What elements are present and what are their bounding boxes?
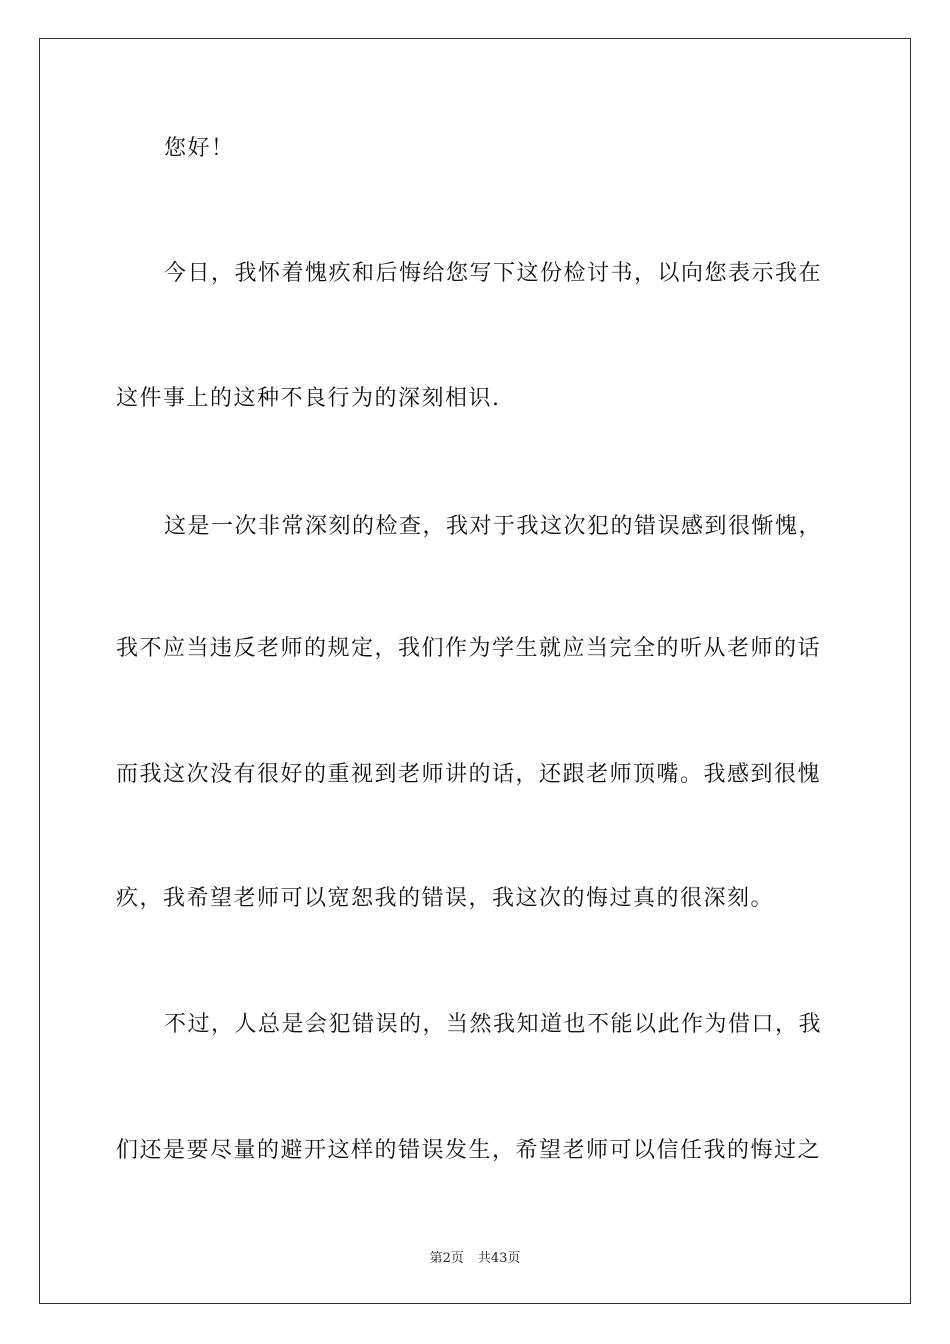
page-footer (0, 1250, 950, 1268)
paragraph-2-line-2: 我不应当违反老师的规定，我们作为学生就应当完全的听从老师的话 (116, 636, 822, 661)
page-number: 第2页 (429, 1251, 464, 1266)
paragraph-1-line-1: 今日，我怀着愧疚和后悔给您写下这份检讨书，以向您表示我在 (164, 261, 823, 286)
paragraph-2-line-4: 疚，我希望老师可以宽恕我的错误，我这次的悔过真的很深刻。 (116, 886, 775, 911)
paragraph-2-line-3: 而我这次没有很好的重视到老师讲的话，还跟老师顶嘴。我感到很愧 (116, 762, 822, 787)
paragraph-3-line-1: 不过，人总是会犯错误的，当然我知道也不能以此作为借口，我 (164, 1012, 823, 1037)
paragraph-3-line-2: 们还是要尽量的避开这样的错误发生，希望老师可以信任我的悔过之 (116, 1138, 822, 1163)
greeting-line: 您好！ (164, 136, 235, 161)
paragraph-1-line-2: 这件事上的这种不良行为的深刻相识. (116, 386, 501, 411)
paragraph-2-line-1: 这是一次非常深刻的检查，我对于我这次犯的错误感到很惭愧， (164, 514, 823, 539)
total-pages: 共43页 (477, 1251, 521, 1266)
page-frame (39, 38, 911, 1304)
